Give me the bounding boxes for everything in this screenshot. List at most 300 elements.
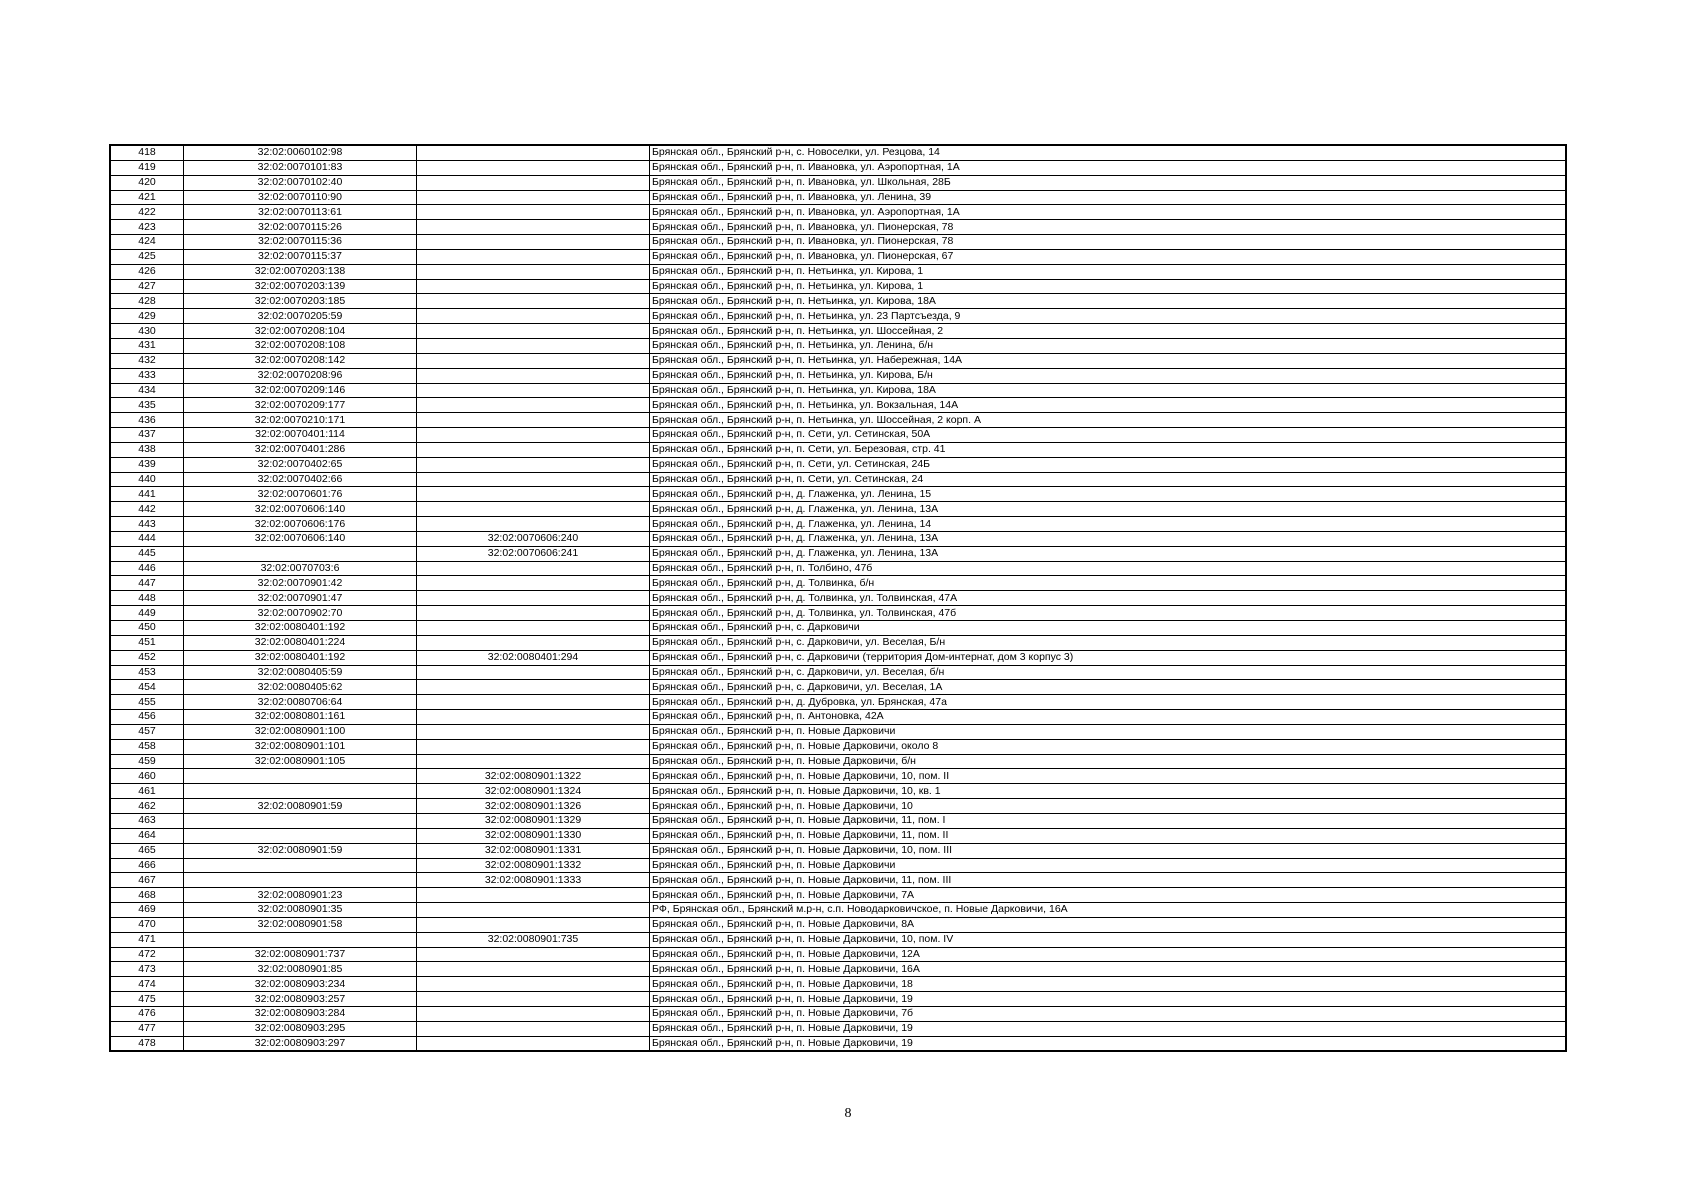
table-row [110,264,1566,279]
parcel-number-cell: 32:02:0080903:234 [184,977,417,992]
object-number-cell [417,324,650,339]
row-number-cell: 475 [110,992,184,1007]
parcel-number-cell: 32:02:0070210:171 [184,413,417,428]
parcel-number-cell [184,784,417,799]
row-number-cell: 428 [110,294,184,309]
object-number-cell [417,205,650,220]
table-row [110,739,1566,754]
table-row [110,338,1566,353]
table-row [110,487,1566,502]
parcel-number-cell [184,813,417,828]
parcel-number-cell: 32:02:0070208:142 [184,353,417,368]
address-cell: Брянская обл., Брянский р-н, п. Новые Дарковичи, 12А [650,947,1567,962]
row-number-cell: 419 [110,160,184,175]
row-number-cell: 469 [110,903,184,918]
row-number-cell: 423 [110,220,184,235]
parcel-number-cell: 32:02:0080901:59 [184,799,417,814]
table-row [110,1021,1566,1036]
object-number-cell [417,220,650,235]
table-row [110,932,1566,947]
parcel-number-cell: 32:02:0070402:66 [184,472,417,487]
address-cell: Брянская обл., Брянский р-н, д. Глаженка, ул. Ленина, 13А [650,502,1567,517]
parcel-number-cell: 32:02:0070901:42 [184,576,417,591]
table-row [110,888,1566,903]
row-number-cell: 434 [110,383,184,398]
object-number-cell [417,264,650,279]
object-number-cell [417,754,650,769]
object-number-cell [417,992,650,1007]
object-number-cell [417,635,650,650]
row-number-cell: 426 [110,264,184,279]
parcel-number-cell: 32:02:0070401:114 [184,428,417,443]
row-number-cell: 474 [110,977,184,992]
parcel-number-cell: 32:02:0080901:105 [184,754,417,769]
table-row [110,220,1566,235]
address-cell: Брянская обл., Брянский р-н, п. Новые Дарковичи, 19 [650,992,1567,1007]
row-number-cell: 467 [110,873,184,888]
row-number-cell: 441 [110,487,184,502]
object-number-cell [417,917,650,932]
object-number-cell: 32:02:0080901:1324 [417,784,650,799]
parcel-number-cell [184,932,417,947]
table-row [110,517,1566,532]
table-row [110,784,1566,799]
row-number-cell: 440 [110,472,184,487]
parcel-number-cell: 32:02:0080401:224 [184,635,417,650]
address-cell: Брянская обл., Брянский р-н, п. Новые Дарковичи, 10, пом. II [650,769,1567,784]
row-number-cell: 458 [110,739,184,754]
parcel-number-cell: 32:02:0070203:139 [184,279,417,294]
object-number-cell [417,502,650,517]
row-number-cell: 438 [110,442,184,457]
row-number-cell: 444 [110,531,184,546]
table-row [110,947,1566,962]
object-number-cell: 32:02:0080901:1330 [417,828,650,843]
row-number-cell: 446 [110,561,184,576]
object-number-cell [417,160,650,175]
address-cell: Брянская обл., Брянский р-н, с. Дарковичи, ул. Веселая, Б/н [650,635,1567,650]
row-number-cell: 460 [110,769,184,784]
parcel-number-cell: 32:02:0070606:140 [184,502,417,517]
address-cell: Брянская обл., Брянский р-н, п. Нетьинка, ул. Кирова, 18А [650,383,1567,398]
object-number-cell [417,621,650,636]
row-number-cell: 472 [110,947,184,962]
table-row [110,680,1566,695]
object-number-cell [417,294,650,309]
address-cell: Брянская обл., Брянский р-н, п. Новые Дарковичи, 7А [650,888,1567,903]
object-number-cell [417,739,650,754]
register-table-body [110,145,1566,1051]
table-row [110,799,1566,814]
address-cell: Брянская обл., Брянский р-н, п. Нетьинка, ул. Ленина, б/н [650,338,1567,353]
row-number-cell: 422 [110,205,184,220]
address-cell: Брянская обл., Брянский р-н, п. Новые Дарковичи, 19 [650,1036,1567,1051]
parcel-number-cell [184,873,417,888]
object-number-cell: 32:02:0080901:1331 [417,843,650,858]
table-row [110,710,1566,725]
row-number-cell: 453 [110,665,184,680]
parcel-number-cell: 32:02:0070203:138 [184,264,417,279]
object-number-cell [417,665,650,680]
address-cell: Брянская обл., Брянский р-н, п. Новые Дарковичи, б/н [650,754,1567,769]
address-cell: Брянская обл., Брянский р-н, п. Новые Дарковичи, 10, пом. III [650,843,1567,858]
parcel-number-cell: 32:02:0070208:108 [184,338,417,353]
table-row [110,754,1566,769]
table-row [110,249,1566,264]
table-row [110,309,1566,324]
address-cell: Брянская обл., Брянский р-н, с. Новоселки, ул. Резцова, 14 [650,145,1567,160]
parcel-number-cell: 32:02:0080901:35 [184,903,417,918]
parcel-number-cell: 32:02:0070208:104 [184,324,417,339]
address-cell: Брянская обл., Брянский р-н, д. Толвинка, б/н [650,576,1567,591]
table-row [110,472,1566,487]
row-number-cell: 436 [110,413,184,428]
object-number-cell [417,680,650,695]
page-number: 8 [844,1106,852,1121]
address-cell: Брянская обл., Брянский р-н, п. Новые Дарковичи [650,858,1567,873]
address-cell: Брянская обл., Брянский р-н, п. Новые Дарковичи, 8А [650,917,1567,932]
row-number-cell: 478 [110,1036,184,1051]
address-cell: Брянская обл., Брянский р-н, п. Сети, ул. Сетинская, 50А [650,428,1567,443]
object-number-cell [417,517,650,532]
object-number-cell: 32:02:0080901:1332 [417,858,650,873]
object-number-cell [417,1006,650,1021]
object-number-cell [417,428,650,443]
table-row [110,205,1566,220]
object-number-cell: 32:02:0080901:1322 [417,769,650,784]
row-number-cell: 464 [110,828,184,843]
parcel-number-cell: 32:02:0070606:140 [184,531,417,546]
object-number-cell [417,903,650,918]
table-row [110,903,1566,918]
address-cell: Брянская обл., Брянский р-н, с. Дарковичи [650,621,1567,636]
parcel-number-cell [184,769,417,784]
address-cell: Брянская обл., Брянский р-н, п. Ивановка, ул. Аэропортная, 1А [650,205,1567,220]
parcel-number-cell: 32:02:0070102:40 [184,175,417,190]
row-number-cell: 462 [110,799,184,814]
address-cell: Брянская обл., Брянский р-н, п. Новые Дарковичи [650,724,1567,739]
parcel-number-cell [184,546,417,561]
parcel-number-cell: 32:02:0080901:58 [184,917,417,932]
address-cell: Брянская обл., Брянский р-н, п. Нетьинка, ул. Вокзальная, 14А [650,398,1567,413]
parcel-number-cell: 32:02:0070901:47 [184,591,417,606]
row-number-cell: 433 [110,368,184,383]
table-row [110,665,1566,680]
object-number-cell [417,487,650,502]
row-number-cell: 445 [110,546,184,561]
object-number-cell [417,353,650,368]
row-number-cell: 477 [110,1021,184,1036]
table-row [110,442,1566,457]
parcel-number-cell [184,828,417,843]
parcel-number-cell: 32:02:0080405:62 [184,680,417,695]
table-row [110,561,1566,576]
address-cell: Брянская обл., Брянский р-н, п. Ивановка, ул. Ленина, 39 [650,190,1567,205]
row-number-cell: 455 [110,695,184,710]
address-cell: Брянская обл., Брянский р-н, д. Глаженка, ул. Ленина, 15 [650,487,1567,502]
parcel-number-cell: 32:02:0080903:257 [184,992,417,1007]
object-number-cell [417,888,650,903]
row-number-cell: 456 [110,710,184,725]
row-number-cell: 427 [110,279,184,294]
address-cell: Брянская обл., Брянский р-н, п. Сети, ул. Сетинская, 24Б [650,457,1567,472]
table-row [110,502,1566,517]
address-cell: Брянская обл., Брянский р-н, п. Сети, ул. Сетинская, 24 [650,472,1567,487]
object-number-cell [417,576,650,591]
row-number-cell: 461 [110,784,184,799]
row-number-cell: 425 [110,249,184,264]
object-number-cell [417,190,650,205]
parcel-number-cell: 32:02:0080903:297 [184,1036,417,1051]
address-cell: Брянская обл., Брянский р-н, д. Толвинка, ул. Толвинская, 47б [650,606,1567,621]
address-cell: Брянская обл., Брянский р-н, п. Нетьинка, ул. Набережная, 14А [650,353,1567,368]
parcel-number-cell: 32:02:0080706:64 [184,695,417,710]
address-cell: Брянская обл., Брянский р-н, п. Нетьинка, ул. Шоссейная, 2 корп. А [650,413,1567,428]
table-row [110,368,1566,383]
row-number-cell: 447 [110,576,184,591]
object-number-cell [417,442,650,457]
object-number-cell: 32:02:0080901:1333 [417,873,650,888]
table-row [110,294,1566,309]
object-number-cell [417,695,650,710]
object-number-cell [417,368,650,383]
parcel-number-cell: 32:02:0080901:101 [184,739,417,754]
table-row [110,175,1566,190]
object-number-cell: 32:02:0080901:735 [417,932,650,947]
object-number-cell [417,457,650,472]
table-row [110,145,1566,160]
row-number-cell: 435 [110,398,184,413]
parcel-number-cell: 32:02:0070209:177 [184,398,417,413]
object-number-cell: 32:02:0080901:1326 [417,799,650,814]
address-cell: Брянская обл., Брянский р-н, п. Ивановка, ул. Пионерская, 67 [650,249,1567,264]
register-table [109,144,1567,1052]
table-row [110,621,1566,636]
parcel-number-cell: 32:02:0070209:146 [184,383,417,398]
row-number-cell: 466 [110,858,184,873]
table-row [110,606,1566,621]
row-number-cell: 431 [110,338,184,353]
parcel-number-cell: 32:02:0070601:76 [184,487,417,502]
table-row [110,843,1566,858]
table-row [110,992,1566,1007]
row-number-cell: 473 [110,962,184,977]
row-number-cell: 468 [110,888,184,903]
object-number-cell [417,962,650,977]
object-number-cell [417,413,650,428]
address-cell: Брянская обл., Брянский р-н, п. Ивановка, ул. Школьная, 28Б [650,175,1567,190]
table-row [110,324,1566,339]
row-number-cell: 454 [110,680,184,695]
address-cell: Брянская обл., Брянский р-н, п. Ивановка, ул. Аэропортная, 1А [650,160,1567,175]
table-row [110,591,1566,606]
table-row [110,190,1566,205]
row-number-cell: 448 [110,591,184,606]
address-cell: Брянская обл., Брянский р-н, п. Новые Дарковичи, 18 [650,977,1567,992]
address-cell: РФ, Брянская обл., Брянский м.р-н, с.п. Новодарковичское, п. Новые Дарковичи, 16А [650,903,1567,918]
address-cell: Брянская обл., Брянский р-н, п. Нетьинка, ул. Кирова, Б/н [650,368,1567,383]
table-row [110,917,1566,932]
table-row [110,235,1566,250]
table-row [110,531,1566,546]
address-cell: Брянская обл., Брянский р-н, с. Дарковичи (территория Дом-интернат, дом 3 корпус 3) [650,650,1567,665]
parcel-number-cell: 32:02:0080901:100 [184,724,417,739]
row-number-cell: 439 [110,457,184,472]
row-number-cell: 418 [110,145,184,160]
address-cell: Брянская обл., Брянский р-н, п. Новые Дарковичи, 7б [650,1006,1567,1021]
table-row [110,1036,1566,1051]
object-number-cell [417,1021,650,1036]
parcel-number-cell: 32:02:0070115:36 [184,235,417,250]
parcel-number-cell: 32:02:0070208:96 [184,368,417,383]
object-number-cell: 32:02:0070606:240 [417,531,650,546]
object-number-cell [417,591,650,606]
parcel-number-cell: 32:02:0070113:61 [184,205,417,220]
address-cell: Брянская обл., Брянский р-н, д. Дубровка, ул. Брянская, 47а [650,695,1567,710]
table-row [110,650,1566,665]
object-number-cell [417,398,650,413]
table-row [110,724,1566,739]
table-row [110,769,1566,784]
row-number-cell: 442 [110,502,184,517]
address-cell: Брянская обл., Брянский р-н, с. Дарковичи, ул. Веселая, 1А [650,680,1567,695]
table-row [110,828,1566,843]
object-number-cell [417,383,650,398]
object-number-cell [417,606,650,621]
table-row [110,279,1566,294]
address-cell: Брянская обл., Брянский р-н, п. Ивановка, ул. Пионерская, 78 [650,220,1567,235]
object-number-cell [417,175,650,190]
address-cell: Брянская обл., Брянский р-н, д. Глаженка, ул. Ленина, 13А [650,531,1567,546]
address-cell: Брянская обл., Брянский р-н, п. Новые Дарковичи, 10 [650,799,1567,814]
parcel-number-cell: 32:02:0080901:23 [184,888,417,903]
parcel-number-cell: 32:02:0070115:26 [184,220,417,235]
row-number-cell: 476 [110,1006,184,1021]
address-cell: Брянская обл., Брянский р-н, д. Глаженка, ул. Ленина, 13А [650,546,1567,561]
row-number-cell: 437 [110,428,184,443]
address-cell: Брянская обл., Брянский р-н, п. Новые Дарковичи, 11, пом. I [650,813,1567,828]
object-number-cell [417,309,650,324]
table-row [110,383,1566,398]
row-number-cell: 421 [110,190,184,205]
parcel-number-cell: 32:02:0070110:90 [184,190,417,205]
row-number-cell: 432 [110,353,184,368]
object-number-cell [417,724,650,739]
parcel-number-cell: 32:02:0080405:59 [184,665,417,680]
parcel-number-cell: 32:02:0070203:185 [184,294,417,309]
table-row [110,576,1566,591]
parcel-number-cell: 32:02:0070402:65 [184,457,417,472]
table-row [110,428,1566,443]
address-cell: Брянская обл., Брянский р-н, п. Нетьинка, ул. Кирова, 18А [650,294,1567,309]
parcel-number-cell: 32:02:0080901:85 [184,962,417,977]
parcel-number-cell: 32:02:0070401:286 [184,442,417,457]
parcel-number-cell: 32:02:0070115:37 [184,249,417,264]
object-number-cell: 32:02:0080401:294 [417,650,650,665]
parcel-number-cell: 32:02:0060102:98 [184,145,417,160]
row-number-cell: 471 [110,932,184,947]
row-number-cell: 457 [110,724,184,739]
parcel-number-cell: 32:02:0070606:176 [184,517,417,532]
object-number-cell: 32:02:0080901:1329 [417,813,650,828]
row-number-cell: 451 [110,635,184,650]
object-number-cell [417,947,650,962]
address-cell: Брянская обл., Брянский р-н, п. Новые Дарковичи, 11, пом. III [650,873,1567,888]
table-row [110,695,1566,710]
address-cell: Брянская обл., Брянский р-н, п. Нетьинка, ул. Кирова, 1 [650,279,1567,294]
address-cell: Брянская обл., Брянский р-н, с. Дарковичи, ул. Веселая, б/н [650,665,1567,680]
table-row [110,546,1566,561]
object-number-cell [417,249,650,264]
address-cell: Брянская обл., Брянский р-н, п. Толбино, 47б [650,561,1567,576]
row-number-cell: 429 [110,309,184,324]
table-row [110,160,1566,175]
table-row [110,457,1566,472]
table-row [110,858,1566,873]
parcel-number-cell: 32:02:0070205:59 [184,309,417,324]
table-row [110,873,1566,888]
table-row [110,813,1566,828]
object-number-cell [417,472,650,487]
row-number-cell: 463 [110,813,184,828]
parcel-number-cell: 32:02:0080903:284 [184,1006,417,1021]
row-number-cell: 443 [110,517,184,532]
table-row [110,635,1566,650]
address-cell: Брянская обл., Брянский р-н, п. Новые Дарковичи, 19 [650,1021,1567,1036]
address-cell: Брянская обл., Брянский р-н, п. Новые Дарковичи, 11, пом. II [650,828,1567,843]
table-row [110,977,1566,992]
parcel-number-cell: 32:02:0080901:737 [184,947,417,962]
address-cell: Брянская обл., Брянский р-н, п. Сети, ул. Березовая, стр. 41 [650,442,1567,457]
object-number-cell [417,235,650,250]
address-cell: Брянская обл., Брянский р-н, п. Антоновка, 42А [650,710,1567,725]
row-number-cell: 449 [110,606,184,621]
object-number-cell [417,977,650,992]
object-number-cell [417,145,650,160]
parcel-number-cell: 32:02:0070902:70 [184,606,417,621]
address-cell: Брянская обл., Брянский р-н, п. Нетьинка, ул. Кирова, 1 [650,264,1567,279]
row-number-cell: 420 [110,175,184,190]
row-number-cell: 465 [110,843,184,858]
table-row [110,1006,1566,1021]
address-cell: Брянская обл., Брянский р-н, п. Новые Дарковичи, 16А [650,962,1567,977]
address-cell: Брянская обл., Брянский р-н, д. Толвинка, ул. Толвинская, 47А [650,591,1567,606]
row-number-cell: 459 [110,754,184,769]
table-row [110,398,1566,413]
address-cell: Брянская обл., Брянский р-н, п. Нетьинка, ул. Шоссейная, 2 [650,324,1567,339]
row-number-cell: 430 [110,324,184,339]
parcel-number-cell [184,858,417,873]
address-cell: Брянская обл., Брянский р-н, п. Новые Дарковичи, 10, кв. 1 [650,784,1567,799]
row-number-cell: 424 [110,235,184,250]
parcel-number-cell: 32:02:0080903:295 [184,1021,417,1036]
address-cell: Брянская обл., Брянский р-н, п. Нетьинка, ул. 23 Партсъезда, 9 [650,309,1567,324]
parcel-number-cell: 32:02:0070703:6 [184,561,417,576]
object-number-cell [417,1036,650,1051]
address-cell: Брянская обл., Брянский р-н, п. Ивановка, ул. Пионерская, 78 [650,235,1567,250]
parcel-number-cell: 32:02:0080401:192 [184,650,417,665]
table-row [110,962,1566,977]
table-row [110,413,1566,428]
address-cell: Брянская обл., Брянский р-н, п. Новые Дарковичи, 10, пом. IV [650,932,1567,947]
row-number-cell: 470 [110,917,184,932]
object-number-cell [417,338,650,353]
parcel-number-cell: 32:02:0080901:59 [184,843,417,858]
parcel-number-cell: 32:02:0070101:83 [184,160,417,175]
table-row [110,353,1566,368]
address-cell: Брянская обл., Брянский р-н, п. Новые Дарковичи, около 8 [650,739,1567,754]
object-number-cell [417,561,650,576]
